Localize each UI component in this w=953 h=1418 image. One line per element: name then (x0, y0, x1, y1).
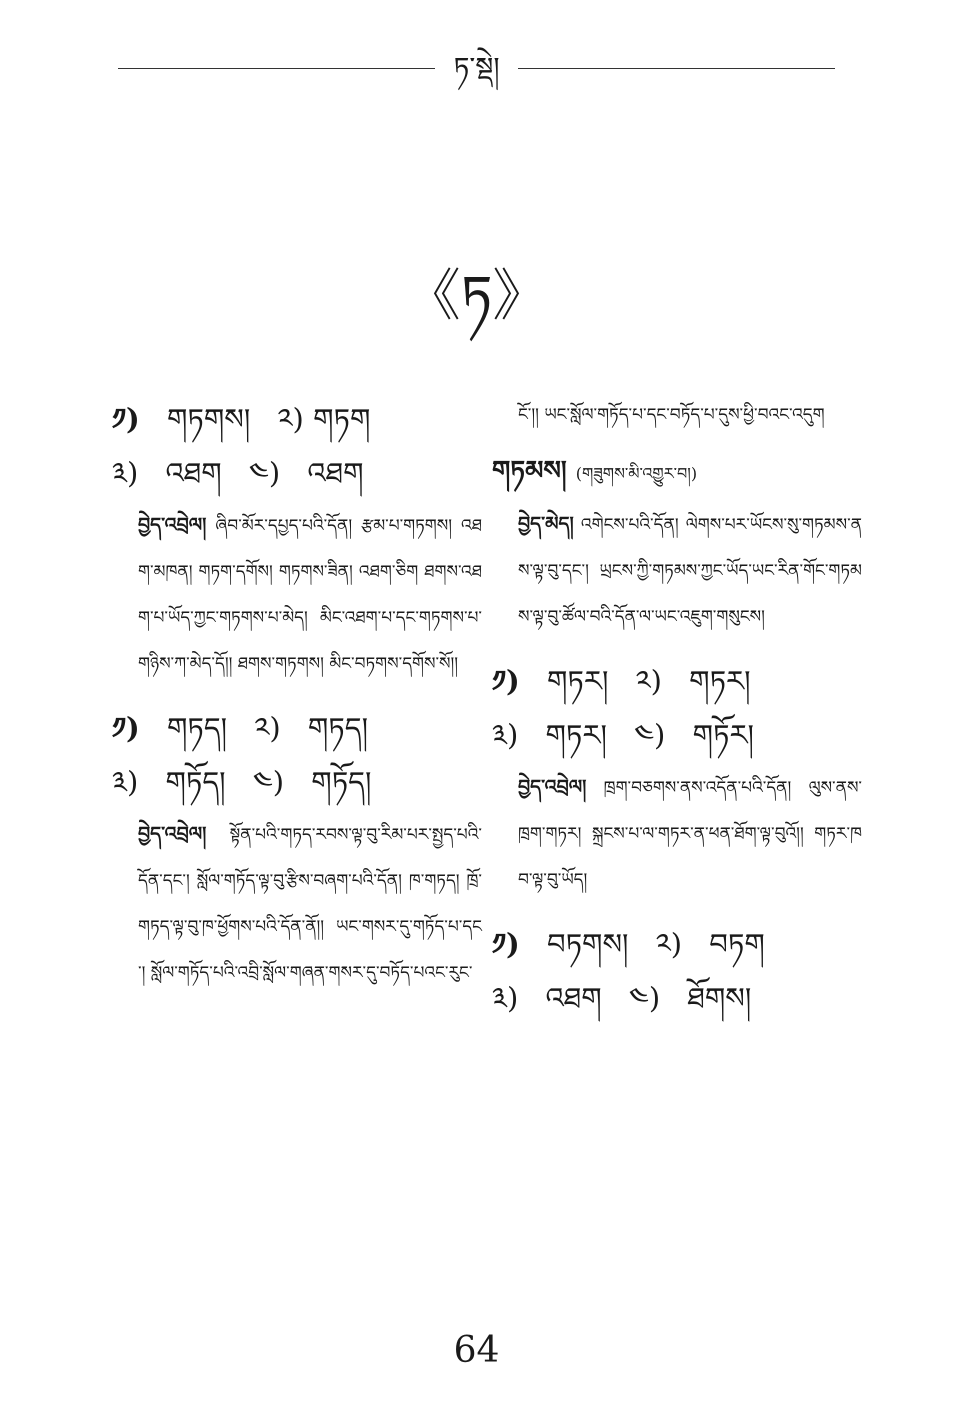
form-number: ༤) (628, 981, 661, 1015)
form-number: ༤) (252, 765, 285, 799)
verb-form: གཏག (313, 402, 371, 436)
verb-form: གཏོད། (165, 765, 226, 799)
entry-headword-line (492, 446, 862, 499)
conjugation-line (492, 708, 862, 762)
grammar-term: བྱེད་འབྲེལ། (518, 776, 587, 798)
entry-block (492, 446, 862, 640)
entry-block (492, 654, 862, 903)
form-number: ༤) (634, 718, 666, 752)
form-number: ༣) (492, 718, 519, 752)
entry-block (112, 701, 482, 996)
conjugation-line (492, 654, 862, 708)
definition-paragraph (492, 501, 862, 640)
continuation-text: ངོ་།། ཡང་སློལ་གཏོད་པ་དང་བཏོད་པ་དུས་ཕྱི་བའང་འདུག (518, 405, 825, 425)
grammar-term: བྱེད་འབྲེལ། (138, 823, 207, 845)
conjugation-line (112, 392, 482, 446)
verb-form: ཐོགས། (687, 981, 752, 1015)
header-rule-left (118, 68, 435, 69)
verb-form: འཐག (307, 456, 364, 490)
verb-form: བཏགས། (546, 927, 629, 961)
conjugation-line (492, 971, 862, 1025)
definition-text: སྟོན་པའི་གཏད་རབས་ལྟ་བུ་རིམ་པར་སྤྱད་པའི་དོན་དང་། སློལ་གཏོད་ལྟ་བུ་རྩིས་བཞག་པའི་དོན། ཁ་གཏད། ཁྲོ་གཏད་ལྟ་བུ་ཁ་ཕྱོགས་པའི་དོན་ནོ།། ཡང་གསར་དུ་གཏོད་པ་དང་། སློལ་གཏོད་པའི་འབྲི་སློལ་གཞན་གསར་དུ་བཏོད་པའང་རུང་ (138, 825, 482, 983)
left-column (112, 392, 482, 1010)
definition-paragraph (112, 502, 482, 687)
verb-form: གཏོད། (311, 765, 372, 799)
form-number: ༣) (492, 981, 519, 1015)
header-title: ཏ་སྡེ། (453, 51, 500, 84)
verb-form: འཐག (165, 456, 222, 490)
form-number: ༤) (248, 456, 281, 490)
form-number: ༢) (635, 664, 662, 698)
definition-text: ཁྲག་བཅགས་ནས་འདོན་པའི་དོན། ལུས་ནས་ཁྲག་གཏར། སྐྲངས་པ་ལ་གཏར་ན་ཕན་ཐོག་ལྟ་བུའོ།། གཏར་ཁབ་ལྟ་བུ་ཡོད། (518, 778, 863, 890)
conjugation-line (112, 701, 482, 755)
verb-form: གཏར། (689, 664, 751, 698)
verb-form: གཏོར། (692, 718, 754, 752)
page-header (118, 48, 835, 88)
grammar-term: བྱེད་འབྲེལ། (138, 514, 207, 536)
verb-form: གཏར། (546, 664, 609, 698)
entry-headword: གཏམས། (492, 456, 567, 486)
form-number: ༢) (277, 402, 304, 436)
entry-note: (གཟུགས་མི་འགྱུར་བ།) (575, 464, 698, 483)
verb-form: གཏད། (307, 711, 369, 745)
entry-block (492, 917, 862, 1025)
form-number: ༢) (655, 927, 683, 961)
verb-form: འཐག (545, 981, 602, 1015)
definition-text: ཞིབ་མོར་དཔྱད་པའི་དོན། རྩམ་པ་གཏགས། འཐག་མཁན། གཏག་དགོས། གཏགས་ཟིན། འཐག་ཅིག ཐགས་འཐག་པ་ཡོད་ཀྱང་གཏགས་པ་མེད། མིང་འཐག་པ་དང་གཏགས་པ་གཉིས་ཀ་མེད་དོ།། ཐགས་གཏགས། མིང་བཏགས་དགོས་སོ།། (138, 516, 482, 674)
form-number: ༡) (112, 711, 140, 745)
definition-text: འགེངས་པའི་དོན། ལེགས་པར་ཡོངས་སུ་གཏམས་ནས་ལྟ་བུ་དང་། ཡྲངས་ཀྱི་གཏམས་ཀྱང་ཡོད་ཡང་རིན་གོང་གཏམས་ལྟ་བུ་ཚོལ་བའི་དོན་ལ་ཡང་འཇུག་གསུངས། (518, 515, 863, 627)
grammar-term: བྱེད་མེད། (518, 513, 574, 535)
continuation-paragraph (492, 392, 862, 438)
page-number: 64 (453, 1330, 500, 1371)
header-rule-right (518, 68, 835, 69)
conjugation-line (492, 917, 862, 971)
definition-paragraph (112, 811, 482, 996)
conjugation-line (112, 446, 482, 500)
form-number: ༢) (254, 711, 281, 745)
form-number: ༡) (492, 664, 520, 698)
form-number: ༡) (492, 927, 520, 961)
right-column (492, 392, 862, 1039)
verb-form: གཏར། (545, 718, 607, 752)
definition-paragraph (492, 764, 862, 903)
verb-form: གཏད། (166, 711, 228, 745)
verb-form: གཏགས། (166, 402, 251, 436)
chapter-heading: 《ཏ》 (404, 264, 549, 329)
form-number: ༡) (112, 402, 140, 436)
entry-block (112, 392, 482, 687)
verb-form: བཏག (709, 927, 765, 961)
conjugation-line (112, 755, 482, 809)
form-number: ༣) (112, 765, 139, 799)
form-number: ༣) (112, 456, 139, 490)
